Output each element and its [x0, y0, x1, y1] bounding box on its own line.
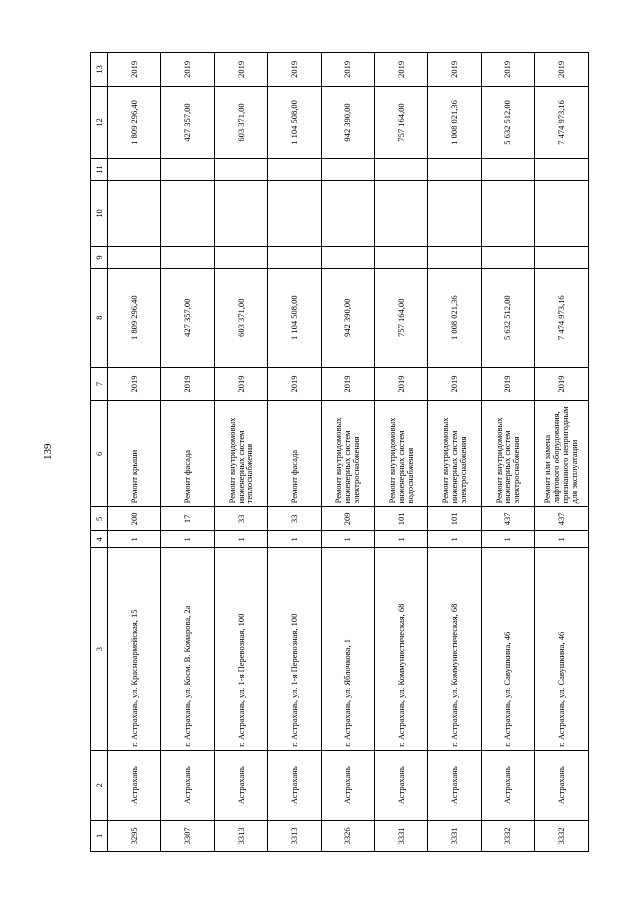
- cell-col10: [321, 180, 374, 246]
- cell-city: Астрахань: [268, 750, 321, 820]
- cell-plan-year: 2019: [161, 53, 214, 87]
- cell-cost: 427 357,00: [161, 268, 214, 367]
- cell-address: г. Астрахань, ул. 1-я Перевозная, 100: [214, 548, 267, 750]
- cell-col10: [535, 180, 588, 246]
- cell-col11: [108, 159, 161, 181]
- cell-plan-year: 2019: [428, 53, 481, 87]
- cell-col5: 209: [321, 507, 374, 531]
- cell-col9: [268, 247, 321, 269]
- cell-col11: [481, 159, 534, 181]
- cell-col4: 1: [481, 531, 534, 548]
- cell-address: г. Астрахань, ул. Коммунистическая, 68: [374, 548, 427, 750]
- col-header: 9: [91, 247, 108, 269]
- cell-col11: [161, 159, 214, 181]
- col-header: 12: [91, 86, 108, 158]
- cell-total: 1 104 508,00: [268, 86, 321, 158]
- col-header: 7: [91, 367, 108, 401]
- cell-col5: 200: [108, 507, 161, 531]
- cell-id: 3307: [161, 820, 214, 851]
- cell-col9: [428, 247, 481, 269]
- table-row: [535, 53, 588, 852]
- cell-col10: [374, 180, 427, 246]
- table-rotation-wrapper: [90, 52, 585, 852]
- rotated-table-container: [90, 52, 585, 852]
- cell-work-type: Ремонт внутридомовых инженерных систем водоснабжения: [374, 401, 427, 507]
- cell-year: 2019: [321, 367, 374, 401]
- cell-work-type: Ремонт внутридомовых инженерных систем электроснабжения: [481, 401, 534, 507]
- cell-city: Астрахань: [481, 750, 534, 820]
- cell-plan-year: 2019: [374, 53, 427, 87]
- cell-work-type: Ремонт внутридомовых инженерных систем электроснабжения: [321, 401, 374, 507]
- cell-col9: [374, 247, 427, 269]
- cell-plan-year: 2019: [481, 53, 534, 87]
- col-header: 11: [91, 159, 108, 181]
- cell-col5: 33: [214, 507, 267, 531]
- cell-id: 3313: [214, 820, 267, 851]
- cell-work-type: Ремонт фасада: [161, 401, 214, 507]
- cell-work-type: Ремонт фасада: [268, 401, 321, 507]
- cell-total: 427 357,00: [161, 86, 214, 158]
- cell-work-type: Ремонт внутридомовых инженерных систем электроснабжения: [428, 401, 481, 507]
- table-row: [428, 53, 481, 852]
- cell-col10: [268, 180, 321, 246]
- cell-work-type: Ремонт крыши: [108, 401, 161, 507]
- cell-city: Астрахань: [321, 750, 374, 820]
- cell-year: 2019: [374, 367, 427, 401]
- cell-col4: 1: [214, 531, 267, 548]
- cell-total: 603 371,00: [214, 86, 267, 158]
- table-row: [268, 53, 321, 852]
- cell-work-type: Ремонт или замена лифтового оборудования, признанного непригодным для эксплуатации: [535, 401, 588, 507]
- cell-year: 2019: [428, 367, 481, 401]
- cell-city: Астрахань: [374, 750, 427, 820]
- cell-plan-year: 2019: [535, 53, 588, 87]
- col-header: 3: [91, 548, 108, 750]
- cell-plan-year: 2019: [268, 53, 321, 87]
- cell-cost: 5 632 512,00: [481, 268, 534, 367]
- cell-col11: [535, 159, 588, 181]
- cell-city: Астрахань: [161, 750, 214, 820]
- cell-col9: [321, 247, 374, 269]
- cell-col4: 1: [161, 531, 214, 548]
- table-row: [481, 53, 534, 852]
- cell-total: 5 632 512,00: [481, 86, 534, 158]
- cell-cost: 1 809 296,40: [108, 268, 161, 367]
- cell-year: 2019: [214, 367, 267, 401]
- cell-col5: 437: [481, 507, 534, 531]
- cell-plan-year: 2019: [321, 53, 374, 87]
- cell-year: 2019: [161, 367, 214, 401]
- col-header: 8: [91, 268, 108, 367]
- column-number-row: [91, 53, 108, 852]
- cell-plan-year: 2019: [108, 53, 161, 87]
- cell-address: г. Астрахань, ул. Яблочкова, 1: [321, 548, 374, 750]
- col-header: 6: [91, 401, 108, 507]
- cell-col5: 33: [268, 507, 321, 531]
- cell-cost: 1 104 508,00: [268, 268, 321, 367]
- repair-works-table: [90, 52, 589, 852]
- cell-plan-year: 2019: [214, 53, 267, 87]
- col-header: 4: [91, 531, 108, 548]
- cell-col4: 1: [535, 531, 588, 548]
- cell-id: 3313: [268, 820, 321, 851]
- cell-col9: [214, 247, 267, 269]
- table-row: [214, 53, 267, 852]
- cell-id: 3295: [108, 820, 161, 851]
- cell-col9: [481, 247, 534, 269]
- col-header: 2: [91, 750, 108, 820]
- table-row: [161, 53, 214, 852]
- cell-address: г. Астрахань, ул. Савушкина, 46: [535, 548, 588, 750]
- cell-col4: 1: [108, 531, 161, 548]
- cell-cost: 1 008 021,36: [428, 268, 481, 367]
- cell-col10: [161, 180, 214, 246]
- cell-year: 2019: [481, 367, 534, 401]
- cell-col5: 101: [374, 507, 427, 531]
- cell-address: г. Астрахань, ул. Коммунистическая, 68: [428, 548, 481, 750]
- page-number: 139: [42, 443, 54, 460]
- cell-col9: [535, 247, 588, 269]
- cell-address: г. Астрахань, ул. 1-я Перевозная, 100: [268, 548, 321, 750]
- col-header: 1: [91, 820, 108, 851]
- cell-address: г. Астрахань, ул. Косм. В. Комарова, 2а: [161, 548, 214, 750]
- cell-year: 2019: [108, 367, 161, 401]
- cell-col11: [268, 159, 321, 181]
- cell-col10: [481, 180, 534, 246]
- cell-total: 1 809 296,40: [108, 86, 161, 158]
- cell-id: 3331: [428, 820, 481, 851]
- cell-col10: [108, 180, 161, 246]
- cell-address: г. Астрахань, ул. Красноармейская, 15: [108, 548, 161, 750]
- cell-total: 1 008 021,36: [428, 86, 481, 158]
- col-header: 5: [91, 507, 108, 531]
- cell-work-type: Ремонт внутридомовых инженерных систем теплоснабжения: [214, 401, 267, 507]
- cell-col11: [321, 159, 374, 181]
- cell-id: 3332: [535, 820, 588, 851]
- cell-col4: 1: [321, 531, 374, 548]
- cell-id: 3332: [481, 820, 534, 851]
- table-row: [108, 53, 161, 852]
- cell-address: г. Астрахань, ул. Савушкина, 46: [481, 548, 534, 750]
- table-row: [374, 53, 427, 852]
- cell-col11: [214, 159, 267, 181]
- cell-col9: [108, 247, 161, 269]
- cell-col9: [161, 247, 214, 269]
- cell-year: 2019: [268, 367, 321, 401]
- cell-city: Астрахань: [428, 750, 481, 820]
- cell-cost: 942 390,00: [321, 268, 374, 367]
- cell-id: 3326: [321, 820, 374, 851]
- cell-col4: 1: [268, 531, 321, 548]
- cell-cost: 603 371,00: [214, 268, 267, 367]
- cell-id: 3331: [374, 820, 427, 851]
- cell-cost: 7 474 973,16: [535, 268, 588, 367]
- cell-city: Астрахань: [108, 750, 161, 820]
- cell-col4: 1: [428, 531, 481, 548]
- cell-col10: [428, 180, 481, 246]
- col-header: 10: [91, 180, 108, 246]
- cell-col5: 437: [535, 507, 588, 531]
- table-row: [321, 53, 374, 852]
- cell-city: Астрахань: [535, 750, 588, 820]
- cell-col4: 1: [374, 531, 427, 548]
- cell-col11: [428, 159, 481, 181]
- cell-year: 2019: [535, 367, 588, 401]
- cell-total: 7 474 973,16: [535, 86, 588, 158]
- cell-city: Астрахань: [214, 750, 267, 820]
- cell-col10: [214, 180, 267, 246]
- cell-col5: 101: [428, 507, 481, 531]
- col-header: 13: [91, 53, 108, 87]
- cell-col11: [374, 159, 427, 181]
- cell-total: 942 390,00: [321, 86, 374, 158]
- cell-total: 757 164,00: [374, 86, 427, 158]
- cell-cost: 757 164,00: [374, 268, 427, 367]
- cell-col5: 17: [161, 507, 214, 531]
